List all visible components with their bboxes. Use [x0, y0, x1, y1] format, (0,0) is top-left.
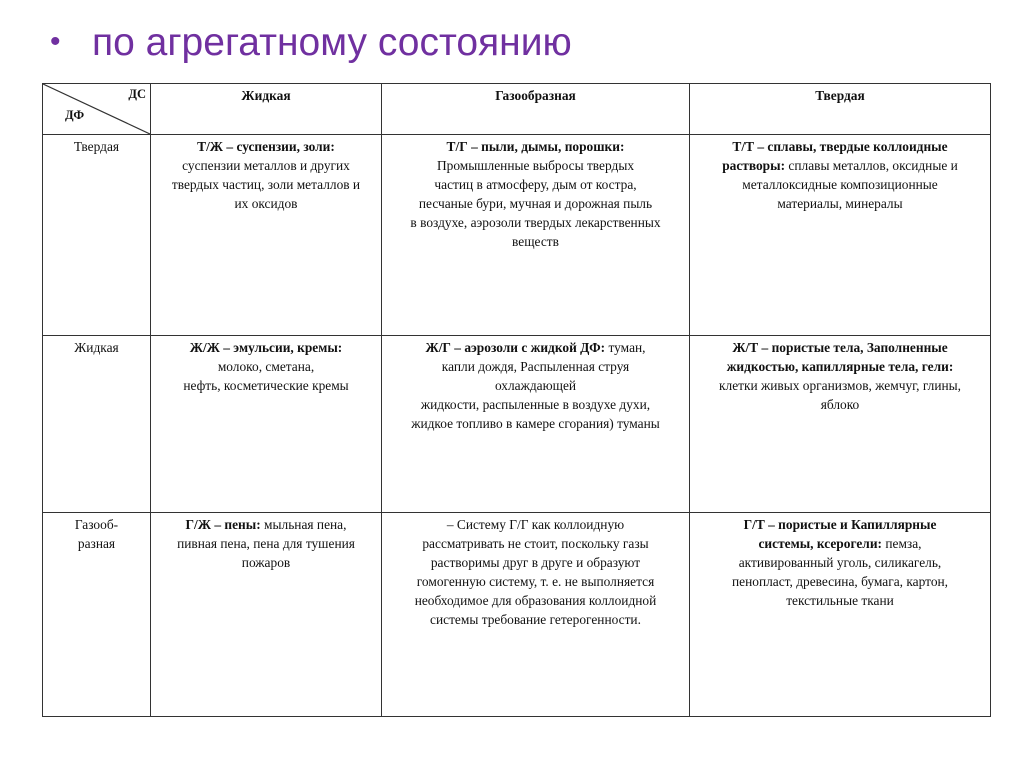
cell-line: туман,	[605, 340, 646, 355]
cell-line: растворимы друг в друге и образуют	[430, 555, 641, 570]
cell-gas-gas	[382, 513, 690, 717]
cell-liquid-liquid	[151, 336, 382, 513]
cell-title: Г/Ж – пены:	[185, 517, 261, 532]
cell-title-cont: системы, ксерогели:	[758, 536, 882, 551]
row-header-solid: Твердая	[43, 135, 151, 336]
cell-line: жидкости, распыленные в воздухе духи,	[420, 397, 651, 412]
row-header-gas	[43, 513, 151, 717]
corner-cell	[43, 84, 151, 135]
table-row	[43, 336, 991, 513]
cell-line: системы требование гетерогенности.	[430, 612, 641, 627]
cell-solid-solid	[690, 135, 991, 336]
cell-line: песчаные бури, мучная и дорожная пыль	[418, 196, 653, 211]
cell-title: Ж/Ж – эмульсии, кремы:	[189, 340, 343, 355]
cell-line: жидкое топливо в камере сгорания) туманы	[411, 416, 660, 431]
cell-line: металлоксидные композиционные	[742, 177, 938, 192]
column-header-gas: Газообразная	[382, 84, 690, 135]
cell-title: Т/Г – пыли, дымы, порошки:	[446, 139, 625, 154]
cell-line: твердых частиц, золи металлов и	[171, 177, 361, 192]
cell-line: нефть, косметические кремы	[183, 378, 349, 393]
column-header-solid: Твердая	[690, 84, 991, 135]
cell-gas-solid	[690, 513, 991, 717]
cell-title: Ж/Г – аэрозоли с жидкой ДФ:	[425, 340, 606, 355]
bullet-icon: •	[50, 25, 61, 58]
cell-line: суспензии металлов и других	[182, 158, 350, 173]
cell-line: веществ	[512, 234, 559, 249]
cell-line: их оксидов	[234, 196, 298, 211]
cell-line: охлаждающей	[494, 378, 577, 393]
cell-liquid-gas	[382, 336, 690, 513]
cell-title-cont: жидкостью, капиллярные тела, гели:	[726, 359, 954, 374]
cell-line: пожаров	[241, 555, 291, 570]
cell-line: пемза,	[882, 536, 922, 551]
cell-title: Ж/Т – пористые тела, Заполненные	[732, 340, 948, 355]
cell-line: капли дождя, Распыленная струя	[441, 359, 630, 374]
slide-title	[50, 14, 572, 71]
cell-title: Т/Ж – суспензии, золи:	[197, 139, 335, 154]
cell-line: – Систему Г/Г как коллоидную	[446, 517, 625, 532]
cell-line: клетки живых организмов, жемчуг, глины,	[719, 378, 961, 393]
cell-gas-liquid	[151, 513, 382, 717]
cell-title-cont: растворы:	[722, 158, 786, 173]
row-header-gas-part2: разная	[77, 536, 116, 551]
cell-line: рассматривать не стоит, поскольку газы	[422, 536, 649, 551]
cell-line: пивная пена, пена для тушения	[177, 536, 355, 551]
cell-line: сплавы металлов, оксидные и	[785, 158, 958, 173]
cell-liquid-solid	[690, 336, 991, 513]
table-row	[43, 135, 991, 336]
table-row	[43, 513, 991, 717]
row-header-gas-part1: Газооб-	[74, 517, 119, 532]
cell-line: в воздухе, аэрозоли твердых лекарственных	[410, 215, 661, 230]
cell-line: яблоко	[820, 397, 860, 412]
cell-line: гомогенную систему, т. е. не выполняется	[416, 574, 655, 589]
cell-line: частиц в атмосферу, дым от костра,	[434, 177, 637, 192]
cell-line: необходимое для образования коллоидной	[414, 593, 657, 608]
cell-line: активированный уголь, силикагель,	[738, 555, 942, 570]
row-header-liquid: Жидкая	[43, 336, 151, 513]
table-header-row	[43, 84, 991, 135]
cell-line: мыльная пена,	[260, 517, 347, 532]
corner-label-df: ДФ	[65, 108, 85, 122]
cell-title: Г/Т – пористые и Капиллярные	[743, 517, 937, 532]
corner-label-ds: ДС	[128, 87, 146, 101]
cell-title: Т/Т – сплавы, твердые коллоидные	[732, 139, 948, 154]
cell-line: молоко, сметана,	[217, 359, 315, 374]
classification-table	[42, 83, 991, 717]
cell-line: текстильные ткани	[786, 593, 894, 608]
cell-line: Промышленные выбросы твердых	[436, 158, 635, 173]
cell-line: пенопласт, древесина, бумага, картон,	[731, 574, 949, 589]
cell-solid-liquid	[151, 135, 382, 336]
slide-title-text: по агрегатному состоянию	[92, 21, 572, 64]
column-header-liquid: Жидкая	[151, 84, 382, 135]
cell-line: материалы, минералы	[777, 196, 903, 211]
cell-solid-gas	[382, 135, 690, 336]
